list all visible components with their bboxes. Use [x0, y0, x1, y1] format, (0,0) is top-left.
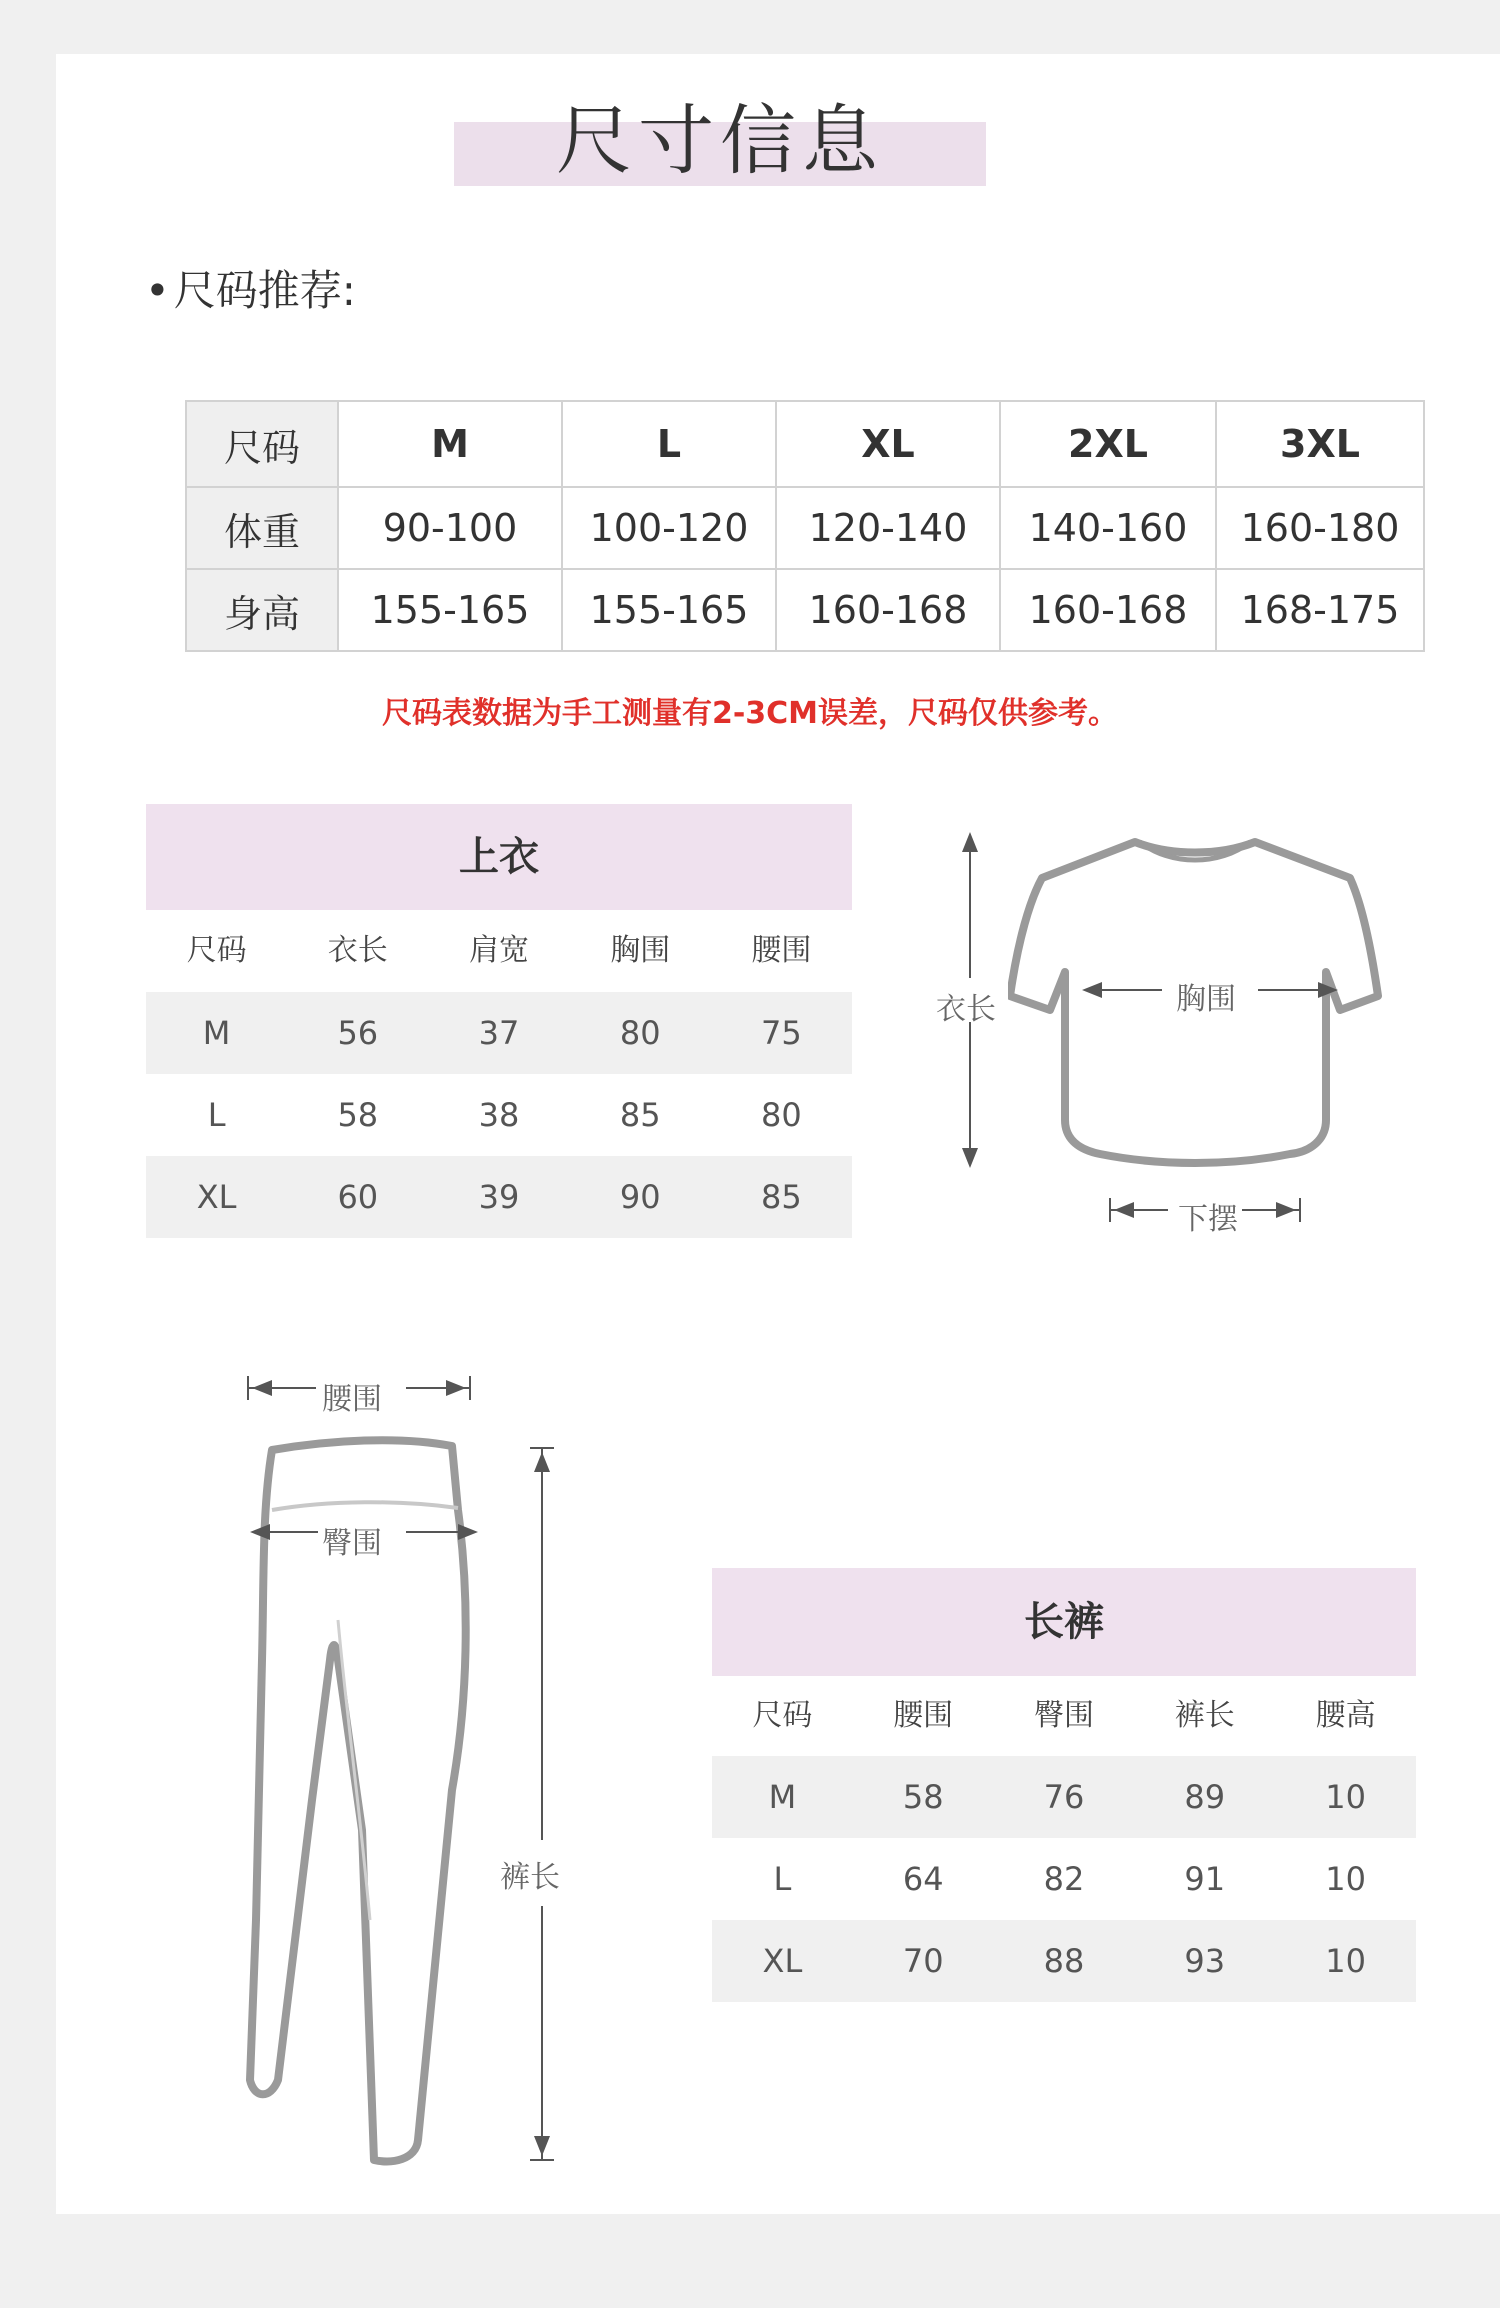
table-cell: 60: [337, 1178, 379, 1216]
size-recommend-table: [185, 400, 1425, 652]
pants-size-table: [712, 1568, 1416, 2002]
table-row: [186, 487, 1424, 569]
table-cell: 3XL: [1216, 401, 1424, 487]
table-cell: 140-160: [1000, 487, 1216, 569]
table-cell: M: [202, 1014, 231, 1052]
column-header: 臀围: [1033, 1698, 1094, 1733]
table-cell: L: [562, 401, 776, 487]
column-header: 尺码: [752, 1698, 813, 1733]
table-row: [146, 1074, 852, 1156]
page-title: 尺寸信息: [556, 96, 884, 185]
table-cell: 80: [761, 1096, 802, 1134]
table-row: [146, 992, 852, 1074]
shirt-chest-label: 胸围: [1176, 982, 1236, 1017]
table-cell: 75: [761, 1014, 802, 1052]
column-header: 胸围: [610, 933, 671, 968]
row-header-height: 身高: [186, 569, 338, 651]
table-row: [146, 1156, 852, 1238]
table-cell: L: [773, 1860, 792, 1898]
table-cell: 80: [619, 1014, 661, 1052]
table-cell: 85: [761, 1178, 802, 1216]
column-header: 腰围: [751, 933, 812, 968]
table-cell: 155-165: [562, 569, 776, 651]
table-cell: 85: [619, 1096, 661, 1134]
shirt-length-label: 衣长: [936, 992, 996, 1027]
table-cell: 10: [1325, 1942, 1366, 1980]
size-recommend-heading: [145, 258, 356, 318]
column-header: 腰围: [893, 1698, 954, 1733]
table-cell: 82: [1043, 1860, 1085, 1898]
table-row: [712, 1838, 1416, 1920]
table-cell: 58: [337, 1096, 379, 1134]
table-cell: 70: [902, 1942, 944, 1980]
table-cell: 2XL: [1000, 401, 1216, 487]
row-header-size: 尺码: [186, 401, 338, 487]
pants-table-title: 长裤: [712, 1568, 1416, 1676]
table-cell: XL: [776, 401, 1000, 487]
table-cell: 58: [902, 1778, 944, 1816]
table-cell: 10: [1325, 1778, 1366, 1816]
table-cell: 120-140: [776, 487, 1000, 569]
pants-length-label: 裤长: [500, 1860, 560, 1895]
column-header: 肩宽: [469, 933, 529, 968]
column-header: 尺码: [186, 933, 247, 968]
table-cell: 90: [619, 1178, 661, 1216]
shirt-diagram: [930, 820, 1430, 1240]
table-cell: 93: [1184, 1942, 1226, 1980]
table-cell: 39: [478, 1178, 520, 1216]
table-cell: 91: [1184, 1860, 1226, 1898]
table-cell: 10: [1325, 1860, 1366, 1898]
table-header-row: [712, 1676, 1416, 1756]
table-cell: 168-175: [1216, 569, 1424, 651]
size-recommend-label: 尺码推荐:: [173, 266, 356, 315]
pants-diagram: [220, 1360, 580, 2180]
table-cell: XL: [196, 1178, 237, 1216]
row-header-weight: 体重: [186, 487, 338, 569]
column-header: 衣长: [327, 933, 388, 968]
table-cell: 100-120: [562, 487, 776, 569]
table-cell: 89: [1184, 1778, 1226, 1816]
measurement-note: 尺码表数据为手工测量有2-3CM误差，尺码仅供参考。: [381, 696, 1119, 731]
table-header-row: [146, 910, 852, 992]
table-cell: 160-168: [776, 569, 1000, 651]
table-cell: L: [207, 1096, 226, 1134]
table-cell: 160-168: [1000, 569, 1216, 651]
table-cell: 64: [902, 1860, 944, 1898]
table-cell: 56: [337, 1014, 379, 1052]
top-size-table: [146, 804, 852, 1238]
table-row: [186, 401, 1424, 487]
table-cell: 76: [1043, 1778, 1085, 1816]
table-cell: 160-180: [1216, 487, 1424, 569]
shirt-hem-label: 下摆: [1178, 1202, 1238, 1237]
pants-waist-label: 腰围: [322, 1382, 382, 1417]
column-header: 裤长: [1174, 1698, 1235, 1733]
table-cell: 38: [478, 1096, 520, 1134]
top-table-title: 上衣: [146, 804, 852, 910]
column-header: 腰高: [1315, 1698, 1376, 1733]
bullet: •: [145, 266, 170, 315]
table-row: [712, 1756, 1416, 1838]
table-row: [186, 569, 1424, 651]
table-cell: 88: [1043, 1942, 1085, 1980]
table-cell: XL: [762, 1942, 803, 1980]
table-cell: M: [338, 401, 562, 487]
pants-hip-label: 臀围: [322, 1526, 382, 1561]
table-cell: 90-100: [338, 487, 562, 569]
table-cell: 37: [478, 1014, 520, 1052]
table-row: [712, 1920, 1416, 2002]
table-cell: 155-165: [338, 569, 562, 651]
table-cell: M: [768, 1778, 797, 1816]
